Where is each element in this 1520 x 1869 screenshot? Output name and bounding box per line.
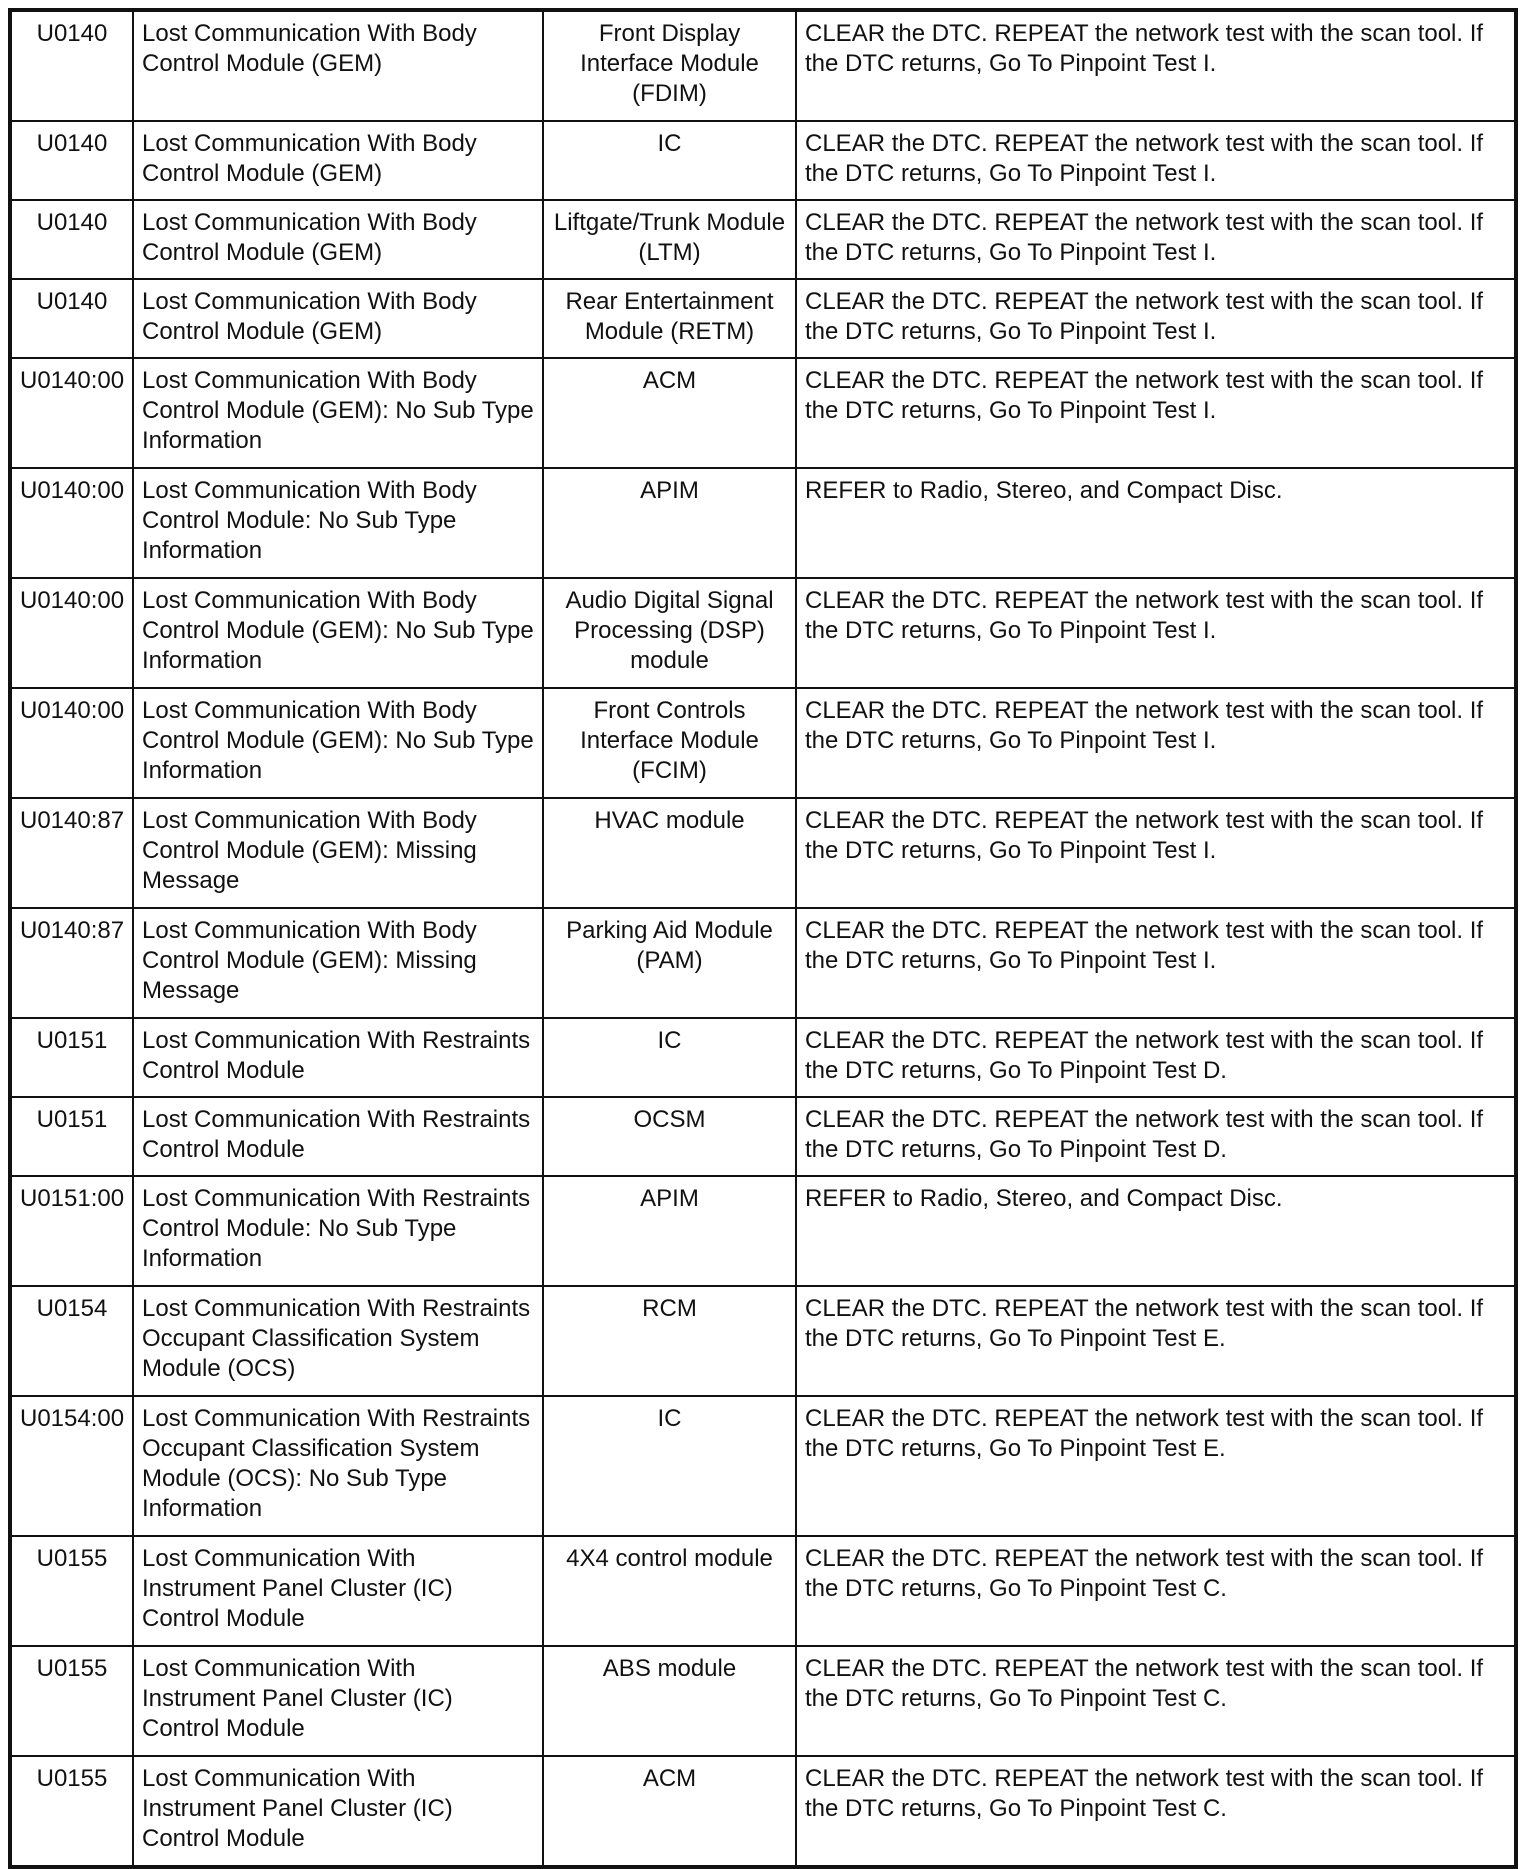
action-cell: CLEAR the DTC. REPEAT the network test with the scan tool. If the DTC returns, Go To Pinpoint Test D.: [796, 1018, 1516, 1097]
description-cell: Lost Communication With Restraints Control Module: [133, 1018, 543, 1097]
action-cell: CLEAR the DTC. REPEAT the network test with the scan tool. If the DTC returns, Go To Pinpoint Test I.: [796, 279, 1516, 358]
table-row: [10, 798, 1516, 908]
module-cell: Front Controls Interface Module (FCIM): [543, 688, 796, 798]
dtc-table: [8, 8, 1518, 1869]
dtc-code-cell: U0140:00: [10, 468, 133, 578]
dtc-code-cell: U0140: [10, 121, 133, 200]
action-cell: REFER to Radio, Stereo, and Compact Disc.: [796, 468, 1516, 578]
document-page: [8, 8, 1514, 1869]
table-row: [10, 908, 1516, 1018]
action-cell: CLEAR the DTC. REPEAT the network test with the scan tool. If the DTC returns, Go To Pinpoint Test E.: [796, 1396, 1516, 1536]
description-cell: Lost Communication With Restraints Occupant Classification System Module (OCS): No Sub Type Information: [133, 1396, 543, 1536]
table-row: [10, 1176, 1516, 1286]
table-row: [10, 468, 1516, 578]
table-row: [10, 578, 1516, 688]
dtc-code-cell: U0140:00: [10, 688, 133, 798]
dtc-code-cell: U0154: [10, 1286, 133, 1396]
module-cell: 4X4 control module: [543, 1536, 796, 1646]
module-cell: Liftgate/Trunk Module (LTM): [543, 200, 796, 279]
dtc-code-cell: U0140:87: [10, 908, 133, 1018]
action-cell: REFER to Radio, Stereo, and Compact Disc.: [796, 1176, 1516, 1286]
module-cell: OCSM: [543, 1097, 796, 1176]
module-cell: HVAC module: [543, 798, 796, 908]
table-row: [10, 1396, 1516, 1536]
action-cell: CLEAR the DTC. REPEAT the network test with the scan tool. If the DTC returns, Go To Pinpoint Test C.: [796, 1536, 1516, 1646]
action-cell: CLEAR the DTC. REPEAT the network test with the scan tool. If the DTC returns, Go To Pinpoint Test C.: [796, 1646, 1516, 1756]
action-cell: CLEAR the DTC. REPEAT the network test with the scan tool. If the DTC returns, Go To Pinpoint Test I.: [796, 10, 1516, 121]
description-cell: Lost Communication With Body Control Module: No Sub Type Information: [133, 468, 543, 578]
description-cell: Lost Communication With Body Control Module (GEM): No Sub Type Information: [133, 688, 543, 798]
description-cell: Lost Communication With Body Control Module (GEM): No Sub Type Information: [133, 358, 543, 468]
table-row: [10, 688, 1516, 798]
dtc-code-cell: U0155: [10, 1646, 133, 1756]
description-cell: Lost Communication With Body Control Module (GEM): [133, 10, 543, 121]
action-cell: CLEAR the DTC. REPEAT the network test with the scan tool. If the DTC returns, Go To Pinpoint Test C.: [796, 1756, 1516, 1867]
module-cell: IC: [543, 1018, 796, 1097]
dtc-code-cell: U0151: [10, 1097, 133, 1176]
module-cell: ABS module: [543, 1646, 796, 1756]
dtc-code-cell: U0140:00: [10, 578, 133, 688]
table-row: [10, 279, 1516, 358]
dtc-code-cell: U0140: [10, 279, 133, 358]
module-cell: Rear Entertainment Module (RETM): [543, 279, 796, 358]
module-cell: IC: [543, 121, 796, 200]
action-cell: CLEAR the DTC. REPEAT the network test with the scan tool. If the DTC returns, Go To Pinpoint Test I.: [796, 121, 1516, 200]
dtc-code-cell: U0140:00: [10, 358, 133, 468]
table-row: [10, 121, 1516, 200]
description-cell: Lost Communication With Instrument Panel Cluster (IC) Control Module: [133, 1536, 543, 1646]
description-cell: Lost Communication With Body Control Module (GEM): No Sub Type Information: [133, 578, 543, 688]
dtc-code-cell: U0140: [10, 10, 133, 121]
dtc-code-cell: U0155: [10, 1536, 133, 1646]
action-cell: CLEAR the DTC. REPEAT the network test with the scan tool. If the DTC returns, Go To Pinpoint Test I.: [796, 578, 1516, 688]
table-row: [10, 1286, 1516, 1396]
module-cell: IC: [543, 1396, 796, 1536]
description-cell: Lost Communication With Restraints Occupant Classification System Module (OCS): [133, 1286, 543, 1396]
action-cell: CLEAR the DTC. REPEAT the network test with the scan tool. If the DTC returns, Go To Pinpoint Test E.: [796, 1286, 1516, 1396]
table-row: [10, 1536, 1516, 1646]
description-cell: Lost Communication With Instrument Panel Cluster (IC) Control Module: [133, 1756, 543, 1867]
dtc-code-cell: U0140:87: [10, 798, 133, 908]
dtc-code-cell: U0155: [10, 1756, 133, 1867]
module-cell: Parking Aid Module (PAM): [543, 908, 796, 1018]
dtc-code-cell: U0154:00: [10, 1396, 133, 1536]
table-row: [10, 1018, 1516, 1097]
module-cell: Audio Digital Signal Processing (DSP) module: [543, 578, 796, 688]
description-cell: Lost Communication With Instrument Panel Cluster (IC) Control Module: [133, 1646, 543, 1756]
action-cell: CLEAR the DTC. REPEAT the network test with the scan tool. If the DTC returns, Go To Pinpoint Test I.: [796, 200, 1516, 279]
table-row: [10, 10, 1516, 121]
table-row: [10, 358, 1516, 468]
description-cell: Lost Communication With Body Control Module (GEM): Missing Message: [133, 798, 543, 908]
description-cell: Lost Communication With Body Control Module (GEM): Missing Message: [133, 908, 543, 1018]
module-cell: ACM: [543, 358, 796, 468]
description-cell: Lost Communication With Body Control Module (GEM): [133, 200, 543, 279]
table-row: [10, 1097, 1516, 1176]
action-cell: CLEAR the DTC. REPEAT the network test with the scan tool. If the DTC returns, Go To Pinpoint Test D.: [796, 1097, 1516, 1176]
description-cell: Lost Communication With Restraints Control Module: No Sub Type Information: [133, 1176, 543, 1286]
module-cell: ACM: [543, 1756, 796, 1867]
module-cell: Front Display Interface Module (FDIM): [543, 10, 796, 121]
description-cell: Lost Communication With Body Control Module (GEM): [133, 121, 543, 200]
action-cell: CLEAR the DTC. REPEAT the network test with the scan tool. If the DTC returns, Go To Pinpoint Test I.: [796, 688, 1516, 798]
action-cell: CLEAR the DTC. REPEAT the network test with the scan tool. If the DTC returns, Go To Pinpoint Test I.: [796, 798, 1516, 908]
description-cell: Lost Communication With Restraints Control Module: [133, 1097, 543, 1176]
module-cell: RCM: [543, 1286, 796, 1396]
table-row: [10, 200, 1516, 279]
dtc-code-cell: U0151: [10, 1018, 133, 1097]
table-row: [10, 1646, 1516, 1756]
module-cell: APIM: [543, 468, 796, 578]
action-cell: CLEAR the DTC. REPEAT the network test with the scan tool. If the DTC returns, Go To Pinpoint Test I.: [796, 358, 1516, 468]
description-cell: Lost Communication With Body Control Module (GEM): [133, 279, 543, 358]
action-cell: CLEAR the DTC. REPEAT the network test with the scan tool. If the DTC returns, Go To Pinpoint Test I.: [796, 908, 1516, 1018]
module-cell: APIM: [543, 1176, 796, 1286]
table-row: [10, 1756, 1516, 1867]
dtc-code-cell: U0140: [10, 200, 133, 279]
dtc-code-cell: U0151:00: [10, 1176, 133, 1286]
